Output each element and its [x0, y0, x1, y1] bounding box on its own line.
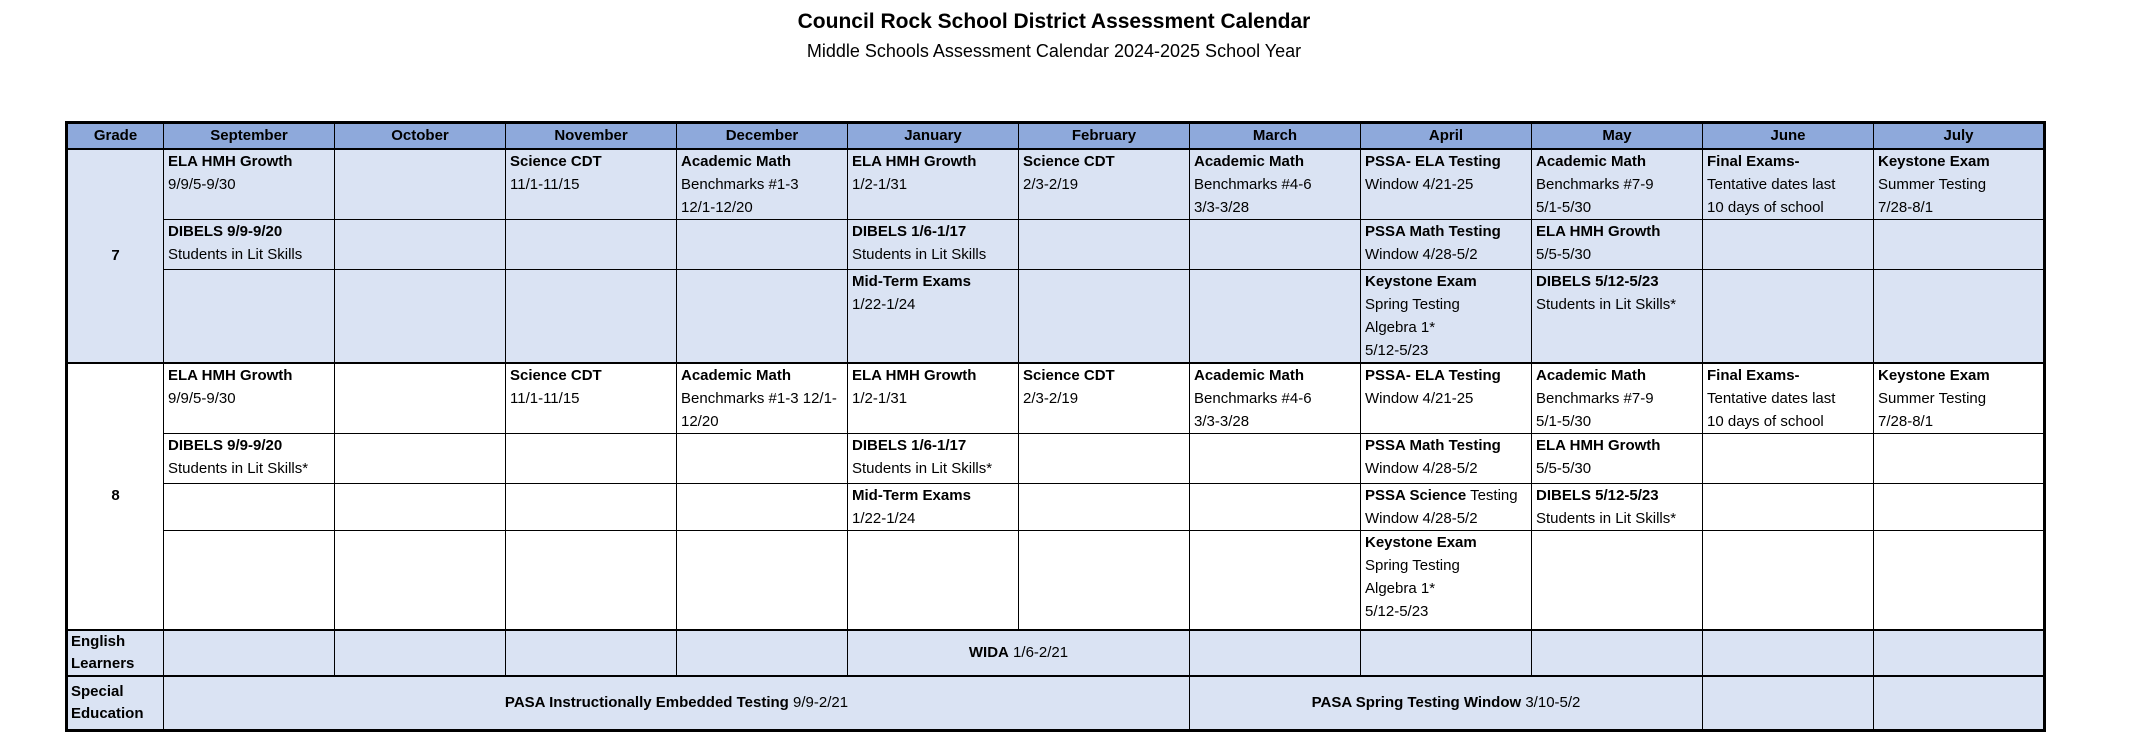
page-title: Council Rock School District Assessment Calendar	[797, 10, 1311, 33]
calendar-body	[67, 149, 2045, 731]
cell-line: Mid-Term Exams	[852, 487, 971, 504]
cell-line: Academic Math	[1194, 153, 1305, 170]
cell-english-learners-r1-november	[506, 630, 677, 676]
cell-grade-8-r2-july	[1874, 434, 2045, 484]
cell-line: Science CDT	[1023, 367, 1115, 384]
cell-grade-7-r2-june	[1703, 220, 1874, 270]
cell-grade-8-r1-november	[506, 363, 677, 434]
cell-grade-8-r4-november	[506, 531, 677, 630]
cell-line: 7/28-8/1	[1878, 199, 1934, 216]
cell-line: PSSA Math Testing	[1365, 223, 1501, 240]
column-header-march: March	[1190, 123, 1361, 150]
cell-line: Academic Math	[1536, 367, 1647, 384]
cell-line: ELA HMH Growth	[1536, 437, 1661, 454]
cell-grade-7-r2-december	[677, 220, 848, 270]
header-row	[67, 123, 2045, 150]
page-subtitle: Middle Schools Assessment Calendar 2024-2025 School Year	[806, 41, 1302, 61]
cell-line: WIDA 1/6-2/21	[968, 644, 1069, 661]
cell-line: Students in Lit Skills	[168, 246, 303, 263]
cell-grade-8-r3-may	[1532, 484, 1703, 531]
cell-grade-8-r2-december	[677, 434, 848, 484]
cell-grade-8-r2-october	[335, 434, 506, 484]
cell-line: Final Exams-	[1707, 367, 1800, 384]
cell-grade-8-r4-march	[1190, 531, 1361, 630]
column-header-april: April	[1361, 123, 1532, 150]
cell-grade-8-r3-june	[1703, 484, 1874, 531]
cell-grade-8-r1-march	[1190, 363, 1361, 434]
cell-grade-7-r3-april	[1361, 270, 1532, 364]
cell-line: Window 4/21-25	[1365, 176, 1474, 193]
cell-line: 5/12-5/23	[1365, 342, 1429, 359]
cell-grade-8-r4-june	[1703, 531, 1874, 630]
cell-line: DIBELS 1/6-1/17	[852, 437, 967, 454]
row-grade-7-1	[67, 149, 2045, 220]
cell-grade-7-r1-october	[335, 149, 506, 220]
cell-line: Window 4/28-5/2	[1365, 246, 1478, 263]
cell-grade-8-r2-january	[848, 434, 1019, 484]
cell-line: Algebra 1*	[1365, 580, 1436, 597]
cell-line: 5/1-5/30	[1536, 413, 1592, 430]
cell-line: Science CDT	[1023, 153, 1115, 170]
cell-line: Keystone Exam	[1365, 534, 1477, 551]
cell-line: Keystone Exam	[1878, 153, 1990, 170]
cell-line: Window 4/28-5/2	[1365, 510, 1478, 527]
cell-grade-7-r1-september	[164, 149, 335, 220]
cell-grade-8-r1-february	[1019, 363, 1190, 434]
cell-grade-8-r2-february	[1019, 434, 1190, 484]
cell-line: Science CDT	[510, 367, 602, 384]
cell-line: Summer Testing	[1878, 390, 1987, 407]
cell-grade-8-r3-april	[1361, 484, 1532, 531]
cell-grade-7-r3-july	[1874, 270, 2045, 364]
column-header-october: October	[335, 123, 506, 150]
cell-grade-8-r3-july	[1874, 484, 2045, 531]
cell-grade-7-r1-march	[1190, 149, 1361, 220]
cell-grade-7-r3-october	[335, 270, 506, 364]
cell-grade-7-r3-february	[1019, 270, 1190, 364]
cell-grade-8-r1-july	[1874, 363, 2045, 434]
cell-line: 1/22-1/24	[852, 296, 916, 313]
cell-line: ELA HMH Growth	[168, 153, 293, 170]
cell-line: ELA HMH Growth	[1536, 223, 1661, 240]
cell-grade-7-r2-january	[848, 220, 1019, 270]
cell-grade-8-r4-september	[164, 531, 335, 630]
grade-7-label: 7	[67, 149, 164, 363]
cell-line: Benchmarks #1-3	[681, 176, 799, 193]
cell-grade-7-r3-november	[506, 270, 677, 364]
cell-grade-8-r4-july	[1874, 531, 2045, 630]
cell-line: DIBELS 1/6-1/17	[852, 223, 967, 240]
cell-grade-7-r2-april	[1361, 220, 1532, 270]
column-header-january: January	[848, 123, 1019, 150]
cell-line: Final Exams-	[1707, 153, 1800, 170]
cell-grade-7-r3-january	[848, 270, 1019, 364]
cell-line: Benchmarks #7-9	[1536, 390, 1654, 407]
cell-line: 10 days of school	[1707, 199, 1824, 216]
cell-grade-8-r1-january	[848, 363, 1019, 434]
cell-line: Benchmarks #4-6	[1194, 390, 1312, 407]
cell-english-learners-r1-january	[848, 630, 1190, 676]
cell-grade-7-r3-june	[1703, 270, 1874, 364]
cell-grade-7-r1-july	[1874, 149, 2045, 220]
cell-line: 5/12-5/23	[1365, 603, 1429, 620]
cell-english-learners-r1-july	[1874, 630, 2045, 676]
cell-grade-8-r3-september	[164, 484, 335, 531]
cell-line: Tentative dates last	[1707, 390, 1836, 407]
cell-grade-8-r4-april	[1361, 531, 1532, 630]
cell-grade-8-r1-may	[1532, 363, 1703, 434]
row-grade-7-2	[67, 220, 2045, 270]
cell-grade-7-r1-april	[1361, 149, 1532, 220]
cell-line: Academic Math	[681, 367, 792, 384]
cell-grade-7-r1-may	[1532, 149, 1703, 220]
cell-grade-8-r3-october	[335, 484, 506, 531]
english-learners-label: English Learners	[67, 630, 164, 676]
cell-line: Window 4/21-25	[1365, 390, 1474, 407]
cell-grade-8-r1-june	[1703, 363, 1874, 434]
cell-grade-8-r3-january	[848, 484, 1019, 531]
cell-line: Mid-Term Exams	[852, 273, 971, 290]
cell-special-education-r1-march	[1190, 676, 1703, 731]
cell-grade-8-r3-february	[1019, 484, 1190, 531]
cell-grade-7-r1-june	[1703, 149, 1874, 220]
cell-line: Students in Lit Skills*	[1536, 510, 1677, 527]
cell-grade-8-r2-june	[1703, 434, 1874, 484]
grade-8-label: 8	[67, 363, 164, 630]
cell-line: Spring Testing	[1365, 557, 1460, 574]
cell-line: Summer Testing	[1878, 176, 1987, 193]
cell-line: Keystone Exam	[1878, 367, 1990, 384]
cell-line: 11/1-11/15	[510, 390, 580, 407]
cell-line: 2/3-2/19	[1023, 390, 1079, 407]
cell-line: ELA HMH Growth	[168, 367, 293, 384]
cell-line: Algebra 1*	[1365, 319, 1436, 336]
cell-line: PSSA Science Testing	[1365, 487, 1518, 504]
cell-line: ELA HMH Growth	[852, 367, 977, 384]
cell-line: Window 4/28-5/2	[1365, 460, 1478, 477]
cell-special-education-r1-june	[1703, 676, 1874, 731]
cell-grade-7-r2-may	[1532, 220, 1703, 270]
cell-line: PASA Instructionally Embedded Testing 9/9-2/21	[504, 694, 849, 712]
cell-line: 9/9/5-9/30	[168, 390, 236, 407]
cell-grade-8-r4-january	[848, 531, 1019, 630]
row-grade-8-3	[67, 484, 2045, 531]
cell-line: Keystone Exam	[1365, 273, 1477, 290]
cell-line: Spring Testing	[1365, 296, 1460, 313]
cell-grade-8-r3-december	[677, 484, 848, 531]
column-header-november: November	[506, 123, 677, 150]
cell-line: Students in Lit Skills*	[852, 460, 993, 477]
row-grade-8-4	[67, 531, 2045, 630]
cell-line: Tentative dates last	[1707, 176, 1836, 193]
cell-english-learners-r1-december	[677, 630, 848, 676]
cell-line: 3/3-3/28	[1194, 199, 1250, 216]
cell-line: PASA Spring Testing Window 3/10-5/2	[1311, 694, 1581, 712]
cell-grade-7-r2-march	[1190, 220, 1361, 270]
cell-line: 2/3-2/19	[1023, 176, 1079, 193]
cell-special-education-r1-september	[164, 676, 1190, 731]
assessment-calendar-table	[65, 121, 2046, 732]
column-header-september: September	[164, 123, 335, 150]
cell-grade-8-r4-may	[1532, 531, 1703, 630]
row-grade-7-3	[67, 270, 2045, 364]
row-grade-8-2	[67, 434, 2045, 484]
cell-line: DIBELS 9/9-9/20	[168, 437, 283, 454]
cell-line: 12/20	[681, 413, 719, 430]
cell-line: DIBELS 9/9-9/20	[168, 223, 283, 240]
cell-grade-7-r3-may	[1532, 270, 1703, 364]
cell-line: Academic Math	[1194, 367, 1305, 384]
cell-grade-8-r4-february	[1019, 531, 1190, 630]
cell-line: PSSA Math Testing	[1365, 437, 1501, 454]
cell-grade-8-r1-october	[335, 363, 506, 434]
cell-grade-8-r1-september	[164, 363, 335, 434]
row-grade-8-1	[67, 363, 2045, 434]
title-block	[65, 9, 2043, 63]
cell-special-education-r1-july	[1874, 676, 2045, 731]
cell-line: Students in Lit Skills	[852, 246, 987, 263]
cell-line: Academic Math	[1536, 153, 1647, 170]
column-header-july: July	[1874, 123, 2045, 150]
cell-line: DIBELS 5/12-5/23	[1536, 273, 1659, 290]
cell-grade-8-r3-march	[1190, 484, 1361, 531]
cell-line: 12/1-12/20	[681, 199, 753, 216]
cell-grade-8-r4-october	[335, 531, 506, 630]
cell-line: PSSA- ELA Testing	[1365, 367, 1501, 384]
cell-grade-8-r4-december	[677, 531, 848, 630]
cell-line: 1/2-1/31	[852, 176, 908, 193]
cell-grade-7-r2-july	[1874, 220, 2045, 270]
cell-english-learners-r1-june	[1703, 630, 1874, 676]
cell-grade-8-r3-november	[506, 484, 677, 531]
cell-english-learners-r1-may	[1532, 630, 1703, 676]
cell-line: Benchmarks #4-6	[1194, 176, 1312, 193]
cell-english-learners-r1-april	[1361, 630, 1532, 676]
cell-grade-8-r1-april	[1361, 363, 1532, 434]
cell-grade-8-r2-november	[506, 434, 677, 484]
cell-grade-7-r2-november	[506, 220, 677, 270]
cell-line: 7/28-8/1	[1878, 413, 1934, 430]
cell-line: Science CDT	[510, 153, 602, 170]
cell-line: DIBELS 5/12-5/23	[1536, 487, 1659, 504]
column-header-june: June	[1703, 123, 1874, 150]
cell-grade-7-r1-january	[848, 149, 1019, 220]
cell-line: 5/5-5/30	[1536, 460, 1592, 477]
cell-line: 10 days of school	[1707, 413, 1824, 430]
cell-grade-8-r1-december	[677, 363, 848, 434]
cell-english-learners-r1-march	[1190, 630, 1361, 676]
cell-grade-8-r2-april	[1361, 434, 1532, 484]
cell-line: 1/2-1/31	[852, 390, 908, 407]
cell-grade-7-r1-november	[506, 149, 677, 220]
cell-grade-7-r2-september	[164, 220, 335, 270]
cell-grade-7-r3-september	[164, 270, 335, 364]
cell-grade-7-r3-december	[677, 270, 848, 364]
cell-line: 1/22-1/24	[852, 510, 916, 527]
cell-grade-7-r2-february	[1019, 220, 1190, 270]
cell-line: Benchmarks #7-9	[1536, 176, 1654, 193]
cell-grade-8-r2-may	[1532, 434, 1703, 484]
column-header-february: February	[1019, 123, 1190, 150]
cell-line: PSSA- ELA Testing	[1365, 153, 1501, 170]
cell-grade-8-r2-march	[1190, 434, 1361, 484]
cell-line: 5/1-5/30	[1536, 199, 1592, 216]
column-header-grade: Grade	[67, 123, 164, 150]
cell-english-learners-r1-september	[164, 630, 335, 676]
cell-line: ELA HMH Growth	[852, 153, 977, 170]
cell-line: Academic Math	[681, 153, 792, 170]
cell-line: Students in Lit Skills*	[168, 460, 309, 477]
cell-grade-8-r2-september	[164, 434, 335, 484]
row-english-learners-1	[67, 630, 2045, 676]
cell-line: 11/1-11/15	[510, 176, 580, 193]
calendar-header	[67, 123, 2045, 150]
special-education-label: Special Education	[67, 676, 164, 731]
column-header-may: May	[1532, 123, 1703, 150]
cell-grade-7-r2-october	[335, 220, 506, 270]
cell-grade-7-r3-march	[1190, 270, 1361, 364]
cell-grade-7-r1-february	[1019, 149, 1190, 220]
cell-line: Students in Lit Skills*	[1536, 296, 1677, 313]
cell-line: 9/9/5-9/30	[168, 176, 236, 193]
cell-english-learners-r1-october	[335, 630, 506, 676]
column-header-december: December	[677, 123, 848, 150]
cell-line: Benchmarks #1-3 12/1-	[681, 390, 837, 407]
cell-line: 5/5-5/30	[1536, 246, 1592, 263]
cell-grade-7-r1-december	[677, 149, 848, 220]
row-special-education-1	[67, 676, 2045, 731]
cell-line: 3/3-3/28	[1194, 413, 1250, 430]
